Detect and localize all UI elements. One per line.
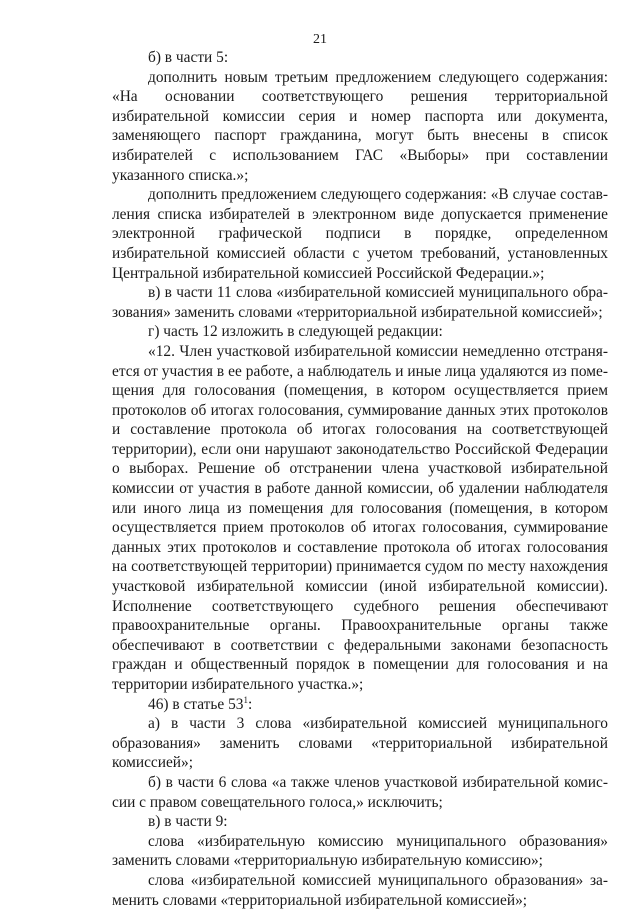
article-item-superscript: 1 [243,694,248,705]
article-item-suffix: : [247,695,253,713]
document-body [112,48,608,910]
paragraph-item-v-part9: в) в части 9: [148,813,228,831]
paragraph-add-sentence-electronic: дополнить предложением следующего содержания: «В случае составления списка избирателей в электронном виде допускается применение электронной графической подписи в порядке, определенном избирательной комиссией области с учетом требований, установленных Центральной избирательной комиссией Российской Федерации.»; [112,186,608,282]
paragraph-words-replace-1: слова «избирательную комиссию муниципального образования» заменить словами «территориальную избирательную комиссию»; [112,832,608,870]
paragraph-item-v-part11: в) в части 11 слова «избирательной комиссией муниципального образования» заменить словами «территориальной избирательной комиссией»; [112,284,608,321]
paragraph-item-b-part5: б) в части 5: [148,49,229,66]
page-number: 21 [313,32,327,47]
paragraph-words-replace-2: слова «избирательной комиссией муниципального образования» заменить словами «территориальной избирательной комиссией»; [112,871,608,909]
paragraph-item-g-part12: г) часть 12 изложить в следующей редакции: [148,323,443,341]
paragraph-add-third-sentence: дополнить новым третьим предложением следующего содержания: «На основании соответствующего решения территориальной избирательной комиссии серия и номер паспорта или документа, заменяющего паспорт гражданина, могут быть внесены в список избирателей с использованием ГАС «Выборы» при составлении указанного списка.»; [112,68,608,184]
article-item-prefix: 46) в статье 53 [148,695,244,713]
paragraph-item-a-part3: a) в части 3 слова «избирательной комиссией муниципального образования» заменить словами «территориальной избирательной комиссией»; [112,715,608,772]
paragraph-item-b-part6: б) в части 6 слова «а также членов участковой избирательной комиссии с правом совещательного голоса,» исключить; [112,773,608,811]
paragraph-part12-text: «12. Член участковой избирательной комиссии немедленно отстраняется от участия в ее работе, а наблюдатель и иные лица удаляются из помещения для голосования (помещения, в котором осуществляется прием протоколов об итогах голосования, суммирование данных этих протоколов и составление протокола об итогах голосования на соответствующей территории), если они нарушают законодательство Российской Федерации о выборах. Решение об отстранении члена участковой избирательной комиссии от участия в работе данной комиссии, об удалении наблюдателя или иного лица из помещения для голосования (помещения, в котором осуществляется прием протоколов об итогах голосования, суммирование данных этих протоколов и составление протокола об итогах голосования на соответствующей территории) принимается судом по месту нахождения участковой избирательной комиссии (иной избирательной комиссии). Исполнение соответствующего судебного решения обеспечивают правоохранительные органы. Правоохранительные органы также обеспечивают в соответствии с федеральными законами безопасность граждан и общественный порядок в помещении для голосования и на территории избирательного участка.»; [112,342,608,693]
paragraph-article-53-1 [112,695,608,715]
